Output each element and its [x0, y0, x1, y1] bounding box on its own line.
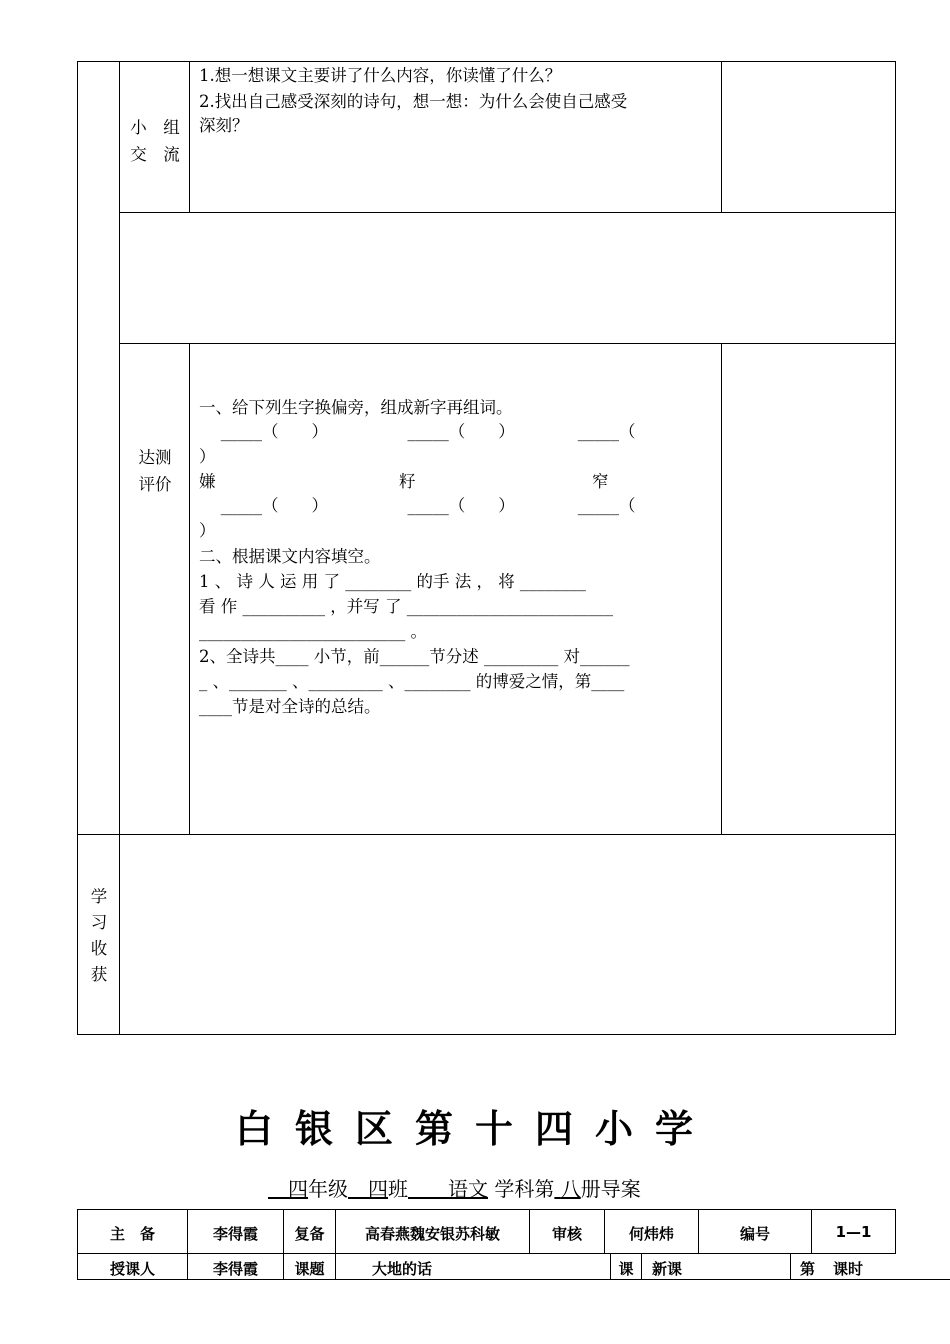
info-col-8	[895, 1209, 896, 1253]
evaluation-label: 达测 评价	[138, 448, 172, 494]
group-question-1: 1.想一想课文主要讲了什么内容，你读懂了什么？	[199, 66, 562, 85]
eval-section-1-heading: 一、给下列生字换偏旁，组成新字再组词。	[199, 398, 513, 417]
zhubei-label: 主 备	[109, 1225, 155, 1243]
shenhe-label: 审核	[551, 1225, 582, 1243]
shouke-value: 李得霞	[212, 1260, 258, 1278]
eval-fill-1c: _________________________ 。	[199, 622, 427, 641]
info-col-ke2	[641, 1253, 642, 1280]
keti-value: 大地的话	[372, 1260, 433, 1278]
fubei-label: 复备	[294, 1225, 325, 1243]
row-divider-3	[77, 834, 896, 835]
row-divider-2	[119, 343, 896, 344]
eval-fill-1a: 1 、 诗 人 运 用 了 ________ 的手 法 ， 将 ________	[199, 572, 586, 591]
school-title: 白银区第十四小学	[234, 1107, 715, 1151]
col-divider-3b	[721, 343, 722, 835]
info-table-top	[77, 1209, 896, 1210]
learning-harvest-label: 学 习 收 获	[90, 887, 108, 984]
table-top-border	[77, 61, 896, 62]
info-table-bottom	[77, 1279, 950, 1280]
row-divider-1	[119, 212, 896, 213]
eval-char-1: 嫌	[199, 472, 216, 491]
keti-label: 课题	[294, 1260, 325, 1278]
group-question-2-cont: 深刻？	[199, 116, 249, 135]
eval-section-2-heading: 二、根据课文内容填空。	[199, 547, 381, 566]
table-left-border	[77, 61, 78, 1035]
group-discussion-label: 小 组 交 流	[130, 118, 180, 164]
col-divider-2b	[189, 343, 190, 835]
fubei-value: 高春燕魏安银苏科敏	[364, 1225, 500, 1243]
eval-char-2: 籽	[399, 472, 416, 491]
eval-fill-2a: 2、全诗共____ 小节，前______节分述 _________ 对______	[199, 647, 630, 666]
di-label: 第	[800, 1260, 816, 1278]
eval-paren-close-1: ）	[199, 447, 216, 466]
bianhao-label: 编号	[739, 1225, 770, 1243]
bianhao-value: 1—1	[835, 1223, 872, 1241]
eval-fill-2b: _ 、_______ 、_________ 、________ 的博爱之情，第____	[199, 672, 625, 691]
col-divider-2a	[189, 61, 190, 213]
ke-value: 新课	[652, 1260, 683, 1278]
table-right-border	[895, 61, 896, 1035]
group-question-2: 2.找出自己感受深刻的诗句，想一想：为什么会使自己感受	[199, 92, 628, 111]
zhubei-value: 李得霞	[212, 1225, 258, 1243]
eval-blank-row-2: _____（ ） _____（ ） _____（	[199, 496, 636, 515]
eval-char-3: 窄	[592, 472, 609, 491]
col-divider-1	[119, 61, 120, 1035]
keshi-label: 课时	[833, 1260, 864, 1278]
subtitle: 四年级 四班 语文 学科第 八册导案	[288, 1177, 641, 1201]
ke-label: 课	[618, 1260, 634, 1278]
shouke-label: 授课人	[109, 1260, 155, 1278]
info-table-mid	[77, 1253, 896, 1254]
eval-fill-1b: 看 作 __________ ，并写 了 _________________________	[199, 597, 613, 616]
col-divider-3a	[721, 61, 722, 213]
info-col-di	[790, 1253, 791, 1280]
info-col-3	[335, 1209, 336, 1280]
shenhe-value: 何炜炜	[628, 1225, 674, 1243]
eval-blank-row-1: _____（ ） _____（ ） _____（	[199, 422, 636, 441]
table-bottom-border	[77, 1034, 896, 1035]
eval-paren-close-2: ）	[199, 521, 216, 540]
eval-fill-2c: ____节是对全诗的总结。	[199, 697, 381, 716]
